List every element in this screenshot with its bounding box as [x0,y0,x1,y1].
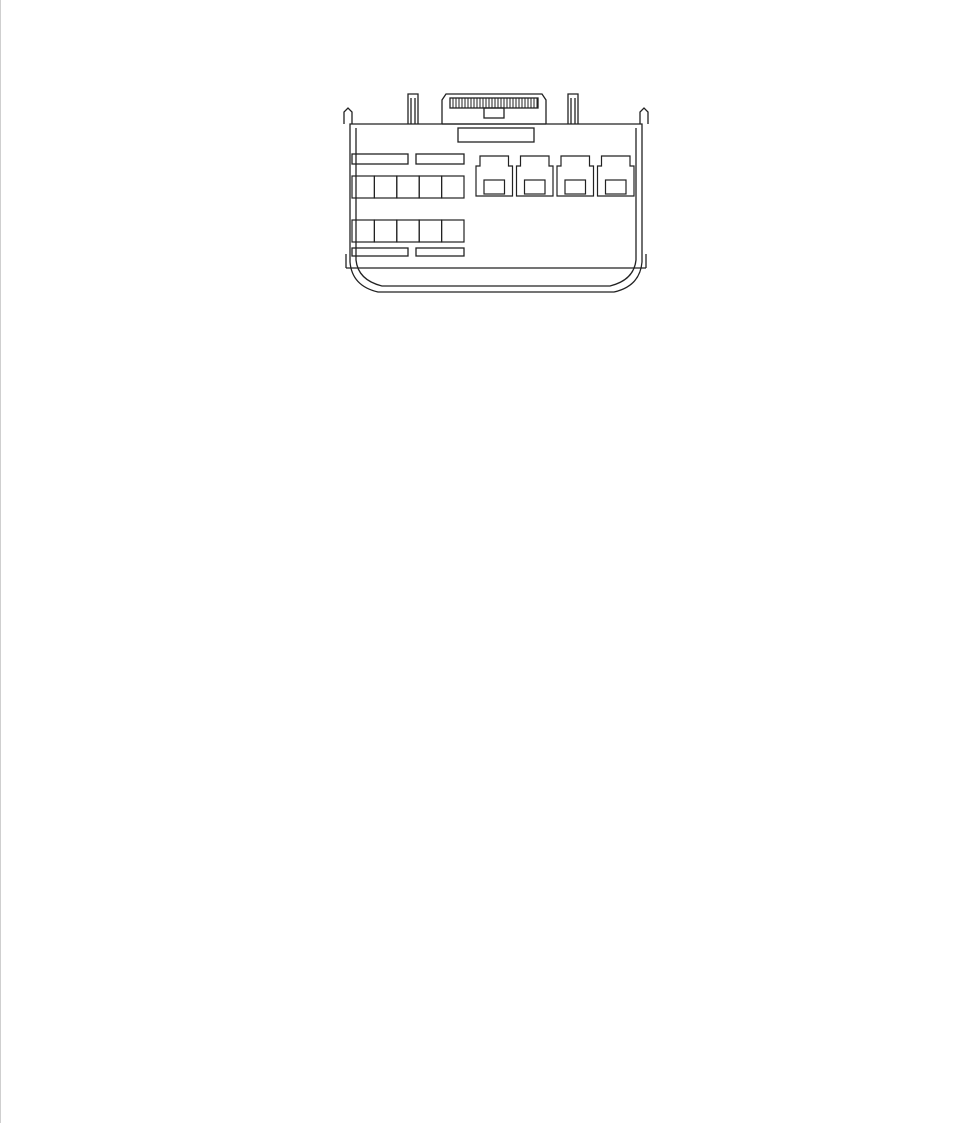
pin-window [525,180,546,194]
pin-terminal [598,156,635,196]
pin-terminal [476,156,513,196]
right-latch-post [568,94,578,124]
pin-window [606,180,627,194]
pin-cell [374,220,396,242]
lock-window [484,108,504,118]
pin-cell [419,176,441,198]
pin-cell [419,220,441,242]
connector-diagram [338,90,654,300]
pin-terminal [557,156,594,196]
pin-window [484,180,505,194]
connector-housing-inner [356,128,636,286]
right-corner-post [640,108,648,124]
page-border [0,0,1,1123]
pin-window [565,180,586,194]
pin-cell [442,220,464,242]
pin-cell [374,176,396,198]
left-latch-post [408,94,418,124]
pin-terminal [517,156,554,196]
pin-cell [397,176,419,198]
connector-housing [350,124,642,292]
pin-cell [442,176,464,198]
lock-slot [458,128,534,142]
pin-cell [397,220,419,242]
left-corner-post [344,108,352,124]
lock-ribs [450,98,538,108]
